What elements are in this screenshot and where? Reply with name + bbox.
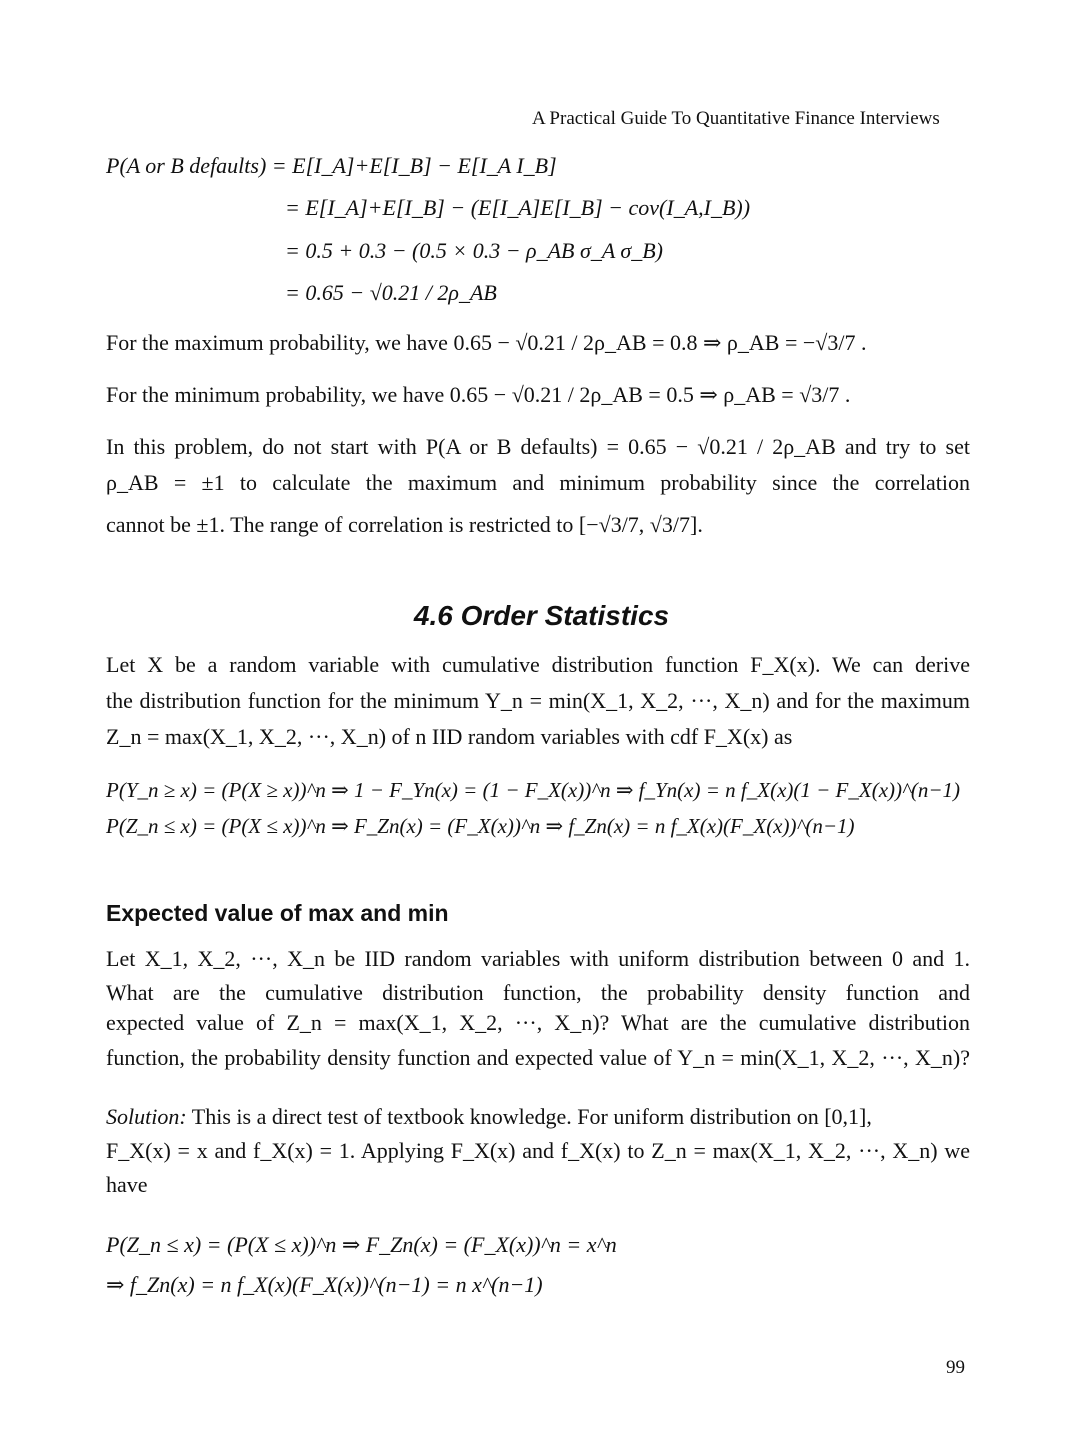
max-probability-paragraph: For the maximum probability, we have 0.65 − √0.21 / 2ρ_AB = 0.8 ⇒ ρ_AB = −√3/7 . [106, 330, 867, 355]
solution-line-2: F_X(x) = x and f_X(x) = 1. Applying F_X(x) and f_X(x) to Z_n = max(X_1, X_2, ···, X_n) we [106, 1138, 970, 1163]
solution-formula-pdf: ⇒ f_Zn(x) = n f_X(x)(F_X(x))^(n−1) = n x^(n−1) [106, 1272, 543, 1297]
caution-line-1: In this problem, do not start with P(A or B defaults) = 0.65 − √0.21 / 2ρ_AB and try to set [106, 434, 970, 459]
problem-line-4: function, the probability density function and expected value of Y_n = min(X_1, X_2, ···, X_n)? [106, 1045, 970, 1070]
derivation-line-1: P(A or B defaults) = E[I_A]+E[I_B] − E[I_A I_B] [106, 153, 557, 178]
solution-line-3: have [106, 1172, 148, 1197]
solution-line-1 [106, 1104, 970, 1130]
caution-line-2: ρ_AB = ±1 to calculate the maximum and minimum probability since the correlation [106, 470, 970, 495]
problem-line-1: Let X_1, X_2, ···, X_n be IID random variables with uniform distribution between 0 and 1. [106, 946, 970, 971]
derivation-line-2: = E[I_A]+E[I_B] − (E[I_A]E[I_B] − cov(I_A,I_B)) [285, 195, 751, 220]
solution-label: Solution: [106, 1104, 187, 1129]
running-header: A Practical Guide To Quantitative Finance Interviews [532, 108, 940, 129]
derivation-line-3: = 0.5 + 0.3 − (0.5 × 0.3 − ρ_AB σ_A σ_B) [285, 238, 663, 263]
page-number: 99 [946, 1357, 965, 1378]
derivation-line-4: = 0.65 − √0.21 / 2ρ_AB [285, 280, 497, 305]
order-formula-max: P(Z_n ≤ x) = (P(X ≤ x))^n ⇒ F_Zn(x) = (F_X(x))^n ⇒ f_Zn(x) = n f_X(x)(F_X(x))^(n−1) [106, 814, 855, 838]
order-formula-min: P(Y_n ≥ x) = (P(X ≥ x))^n ⇒ 1 − F_Yn(x) = (1 − F_X(x))^n ⇒ f_Yn(x) = n f_X(x)(1 − F_X(x))^(n−1) [106, 778, 961, 802]
problem-line-2: What are the cumulative distribution function, the probability density function and [106, 980, 970, 1005]
caution-line-3: cannot be ±1. The range of correlation is restricted to [−√3/7, √3/7]. [106, 512, 703, 537]
min-probability-paragraph: For the minimum probability, we have 0.65 − √0.21 / 2ρ_AB = 0.5 ⇒ ρ_AB = √3/7 . [106, 382, 851, 407]
intro-line-2: the distribution function for the minimum Y_n = min(X_1, X_2, ···, X_n) and for the maximum [106, 688, 970, 713]
intro-line-3: Z_n = max(X_1, X_2, ···, X_n) of n IID random variables with cdf F_X(x) as [106, 724, 793, 749]
subsection-title: Expected value of max and min [106, 900, 449, 926]
solution-line-1-text: This is a direct test of textbook knowledge. For uniform distribution on [0,1], [191, 1104, 872, 1129]
solution-formula-cdf: P(Z_n ≤ x) = (P(X ≤ x))^n ⇒ F_Zn(x) = (F_X(x))^n = x^n [106, 1232, 617, 1257]
problem-line-3: expected value of Z_n = max(X_1, X_2, ···, X_n)? What are the cumulative distribution [106, 1010, 970, 1035]
section-title: 4.6 Order Statistics [413, 600, 670, 631]
intro-line-1: Let X be a random variable with cumulative distribution function F_X(x). We can derive [106, 652, 970, 677]
